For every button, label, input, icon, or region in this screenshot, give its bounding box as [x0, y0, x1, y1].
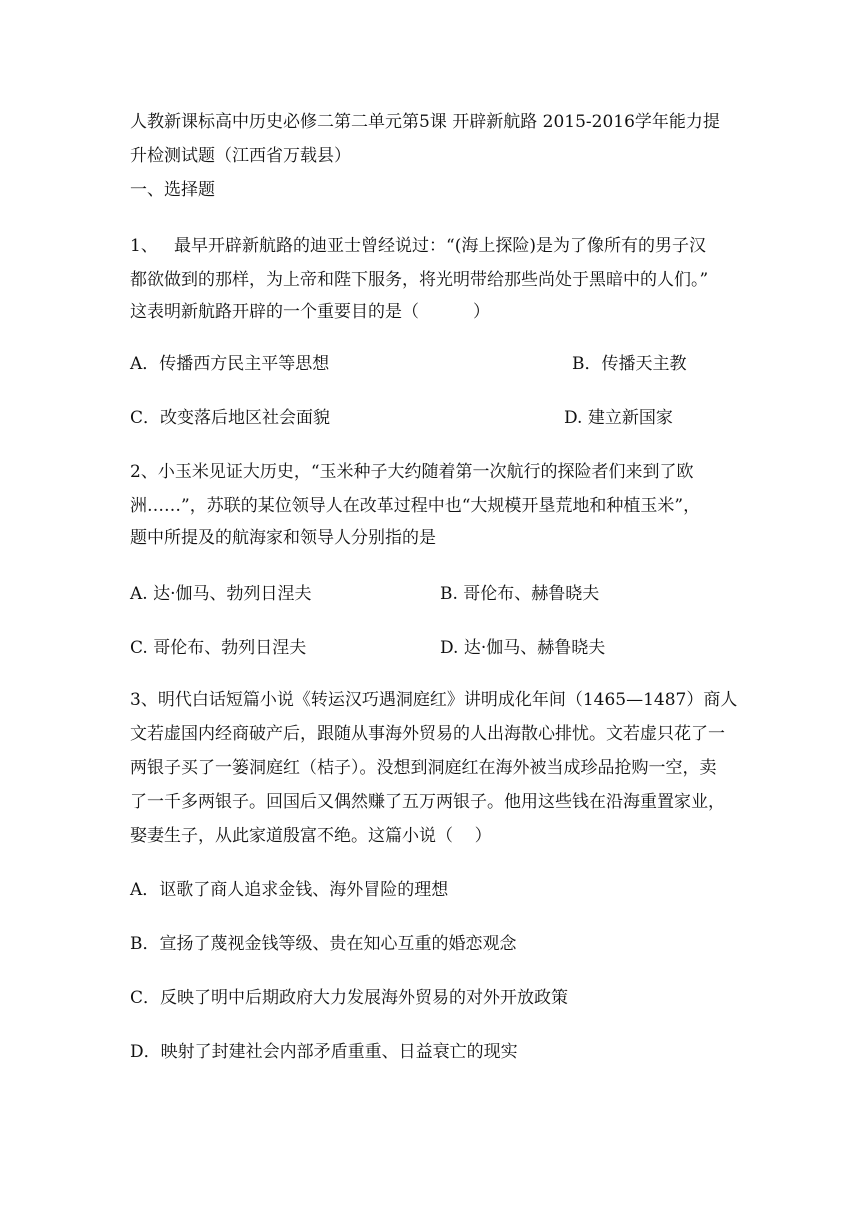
q3-line-4: 了一千多两银子。回国后又偶然赚了五万两银子。他用这些钱在沿海重置家业，: [130, 792, 725, 812]
q1-line-2: 都欲做到的那样，为上帝和陛下服务，将光明带给那些尚处于黑暗中的人们。”: [130, 270, 709, 290]
q2-line-1: 2、小玉米见证大历史，“玉米种子大约随着第一次航行的探险者们来到了欧: [130, 462, 694, 482]
q1-option-c: C．改变落后地区社会面貌: [130, 408, 331, 428]
q3-option-b: B．宣扬了蔑视金钱等级、贵在知心互重的婚恋观念: [130, 934, 517, 954]
q3-line-2: 文若虚国内经商破产后，跟随从事海外贸易的人出海散心排忧。文若虚只花了一: [130, 724, 725, 744]
q3-option-d: D．映射了封建社会内部矛盾重重、日益衰亡的现实: [130, 1042, 518, 1062]
q2-option-a: A. 达·伽马、勃列日涅夫: [130, 584, 312, 604]
q3-line-3: 两银子买了一篓洞庭红（桔子）。没想到洞庭红在海外被当成珍品抢购一空，卖: [130, 758, 717, 778]
doc-title-line-1: 人教新课标高中历史必修二第二单元第5课 开辟新航路 2015-2016学年能力提: [130, 112, 720, 132]
q2-option-c: C. 哥伦布、勃列日涅夫: [130, 638, 307, 658]
doc-title-line-2: 升检测试题（江西省万载县）: [130, 146, 351, 166]
q3-option-a: A．讴歌了商人追求金钱、海外冒险的理想: [130, 880, 449, 900]
q2-option-d: D. 达·伽马、赫鲁晓夫: [440, 638, 606, 658]
q1-line-3: 这表明新航路开辟的一个重要目的是（ ）: [130, 302, 491, 322]
section-heading: 一、选择题: [130, 180, 215, 200]
q2-option-b: B. 哥伦布、赫鲁晓夫: [440, 584, 600, 604]
q3-option-c: C．反映了明中后期政府大力发展海外贸易的对外开放政策: [130, 988, 569, 1008]
q1-line-1: 1、 最早开辟新航路的迪亚士曾经说过：“(海上探险)是为了像所有的男子汉: [130, 236, 706, 256]
q3-line-5: 娶妻生子，从此家道殷富不绝。这篇小说（ ）: [130, 826, 492, 846]
q3-line-1: 3、明代白话短篇小说《转运汉巧遇洞庭红》讲明成化年间（1465—1487）商人: [130, 690, 738, 710]
q1-option-a: A．传播西方民主平等思想: [130, 354, 330, 374]
q2-line-2: 洲……”，苏联的某位领导人在改革过程中也“大规模开垦荒地和种植玉米”，: [130, 496, 701, 516]
q2-line-3: 题中所提及的航海家和领导人分别指的是: [130, 528, 436, 548]
q1-option-b: B．传播天主教: [572, 354, 687, 374]
q1-option-d: D. 建立新国家: [564, 408, 673, 428]
